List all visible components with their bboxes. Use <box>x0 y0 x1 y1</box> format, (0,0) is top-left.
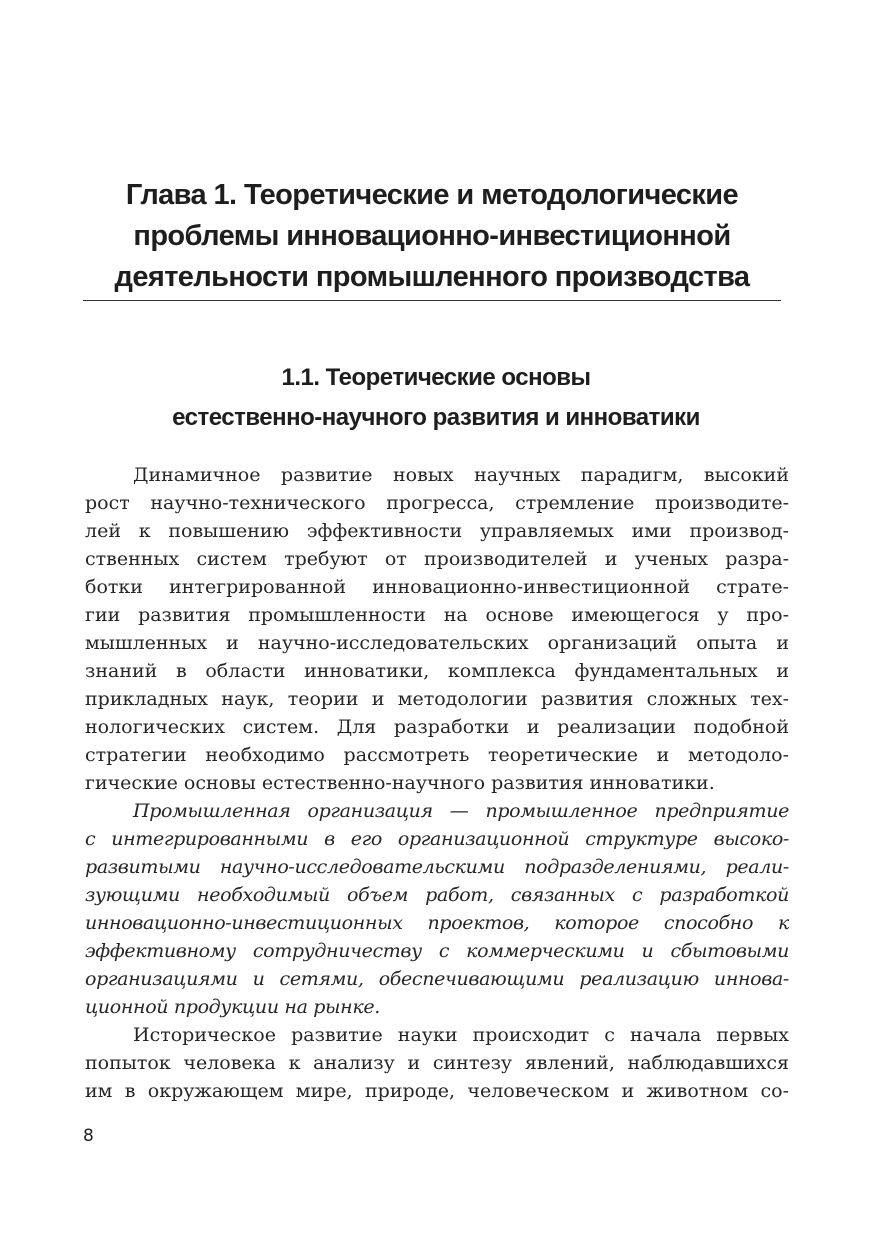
paragraph-1-line: мышленных и научно-исследовательских организаций опыта и <box>85 632 789 654</box>
paragraph-2-line: инновационно-инвестиционных проектов, которое способно к <box>85 912 789 934</box>
paragraph-2-line: с интегрированными в его организационной структуре высоко- <box>85 828 789 850</box>
body-text <box>85 461 789 1105</box>
paragraph-1-line: ственных систем требуют от производителей и ученых разра- <box>85 548 789 570</box>
paragraph-1-line: лей к повышению эффективности управляемых ими производ- <box>85 520 789 542</box>
chapter-title-line: деятельности промышленного производства <box>114 261 750 293</box>
section-title-line: 1.1. Теоретические основы <box>281 364 591 391</box>
paragraph-3-line: Историческое развитие науки происходит с начала первых <box>133 1024 789 1046</box>
paragraph-1-line: знаний в области инноватики, комплекса фундаментальных и <box>85 660 789 682</box>
chapter-title-line: проблемы инновационно-инвестиционной <box>133 220 731 252</box>
paragraph-2-line: Промышленная организация — промышленное предприятие <box>133 800 789 822</box>
section-title-line: естественно-научного развития и инноватики <box>172 404 700 431</box>
paragraph-1-line: нологических систем. Для разработки и реализации подобной <box>85 716 789 738</box>
paragraph-2-line: ционной продукции на рынке. <box>85 996 380 1018</box>
paragraph-1-line: гические основы естественно-научного развития инноватики. <box>85 772 715 794</box>
paragraph-2-line: зующими необходимый объем работ, связанных с разработкой <box>85 884 789 906</box>
paragraph-1-line: гии развития промышленности на основе имеющегося у про- <box>85 604 789 626</box>
paragraph-1-line: рост научно-технического прогресса, стремление производите- <box>85 492 789 514</box>
paragraph-1-line: ботки интегрированной инновационно-инвестиционной страте- <box>85 576 789 598</box>
paragraph-3-line: им в окружающем мире, природе, человеческом и животном со- <box>85 1080 789 1102</box>
chapter-title <box>83 175 781 298</box>
paragraph-3-line: попыток человека к анализу и синтезу явлений, наблюдавшихся <box>85 1052 789 1074</box>
chapter-title-rule <box>83 300 781 301</box>
section-title <box>83 358 789 438</box>
paragraph-2-line: организациями и сетями, обеспечивающими реализацию иннова- <box>85 968 789 990</box>
chapter-title-line: Глава 1. Теоретические и методологические <box>125 179 739 211</box>
paragraph-2-line: развитыми научно-исследовательскими подразделениями, реали- <box>85 856 789 878</box>
paragraph-1-line: прикладных наук, теории и методологии развития сложных тех- <box>85 688 789 710</box>
page-number: 8 <box>83 1126 94 1146</box>
paragraph-1-line: стратегии необходимо рассмотреть теоретические и методоло- <box>85 744 789 766</box>
paragraph-1-line: Динамичное развитие новых научных парадигм, высокий <box>133 464 789 486</box>
paragraph-2-line: эффективному сотрудничеству с коммерческими и сбытовыми <box>85 940 789 962</box>
